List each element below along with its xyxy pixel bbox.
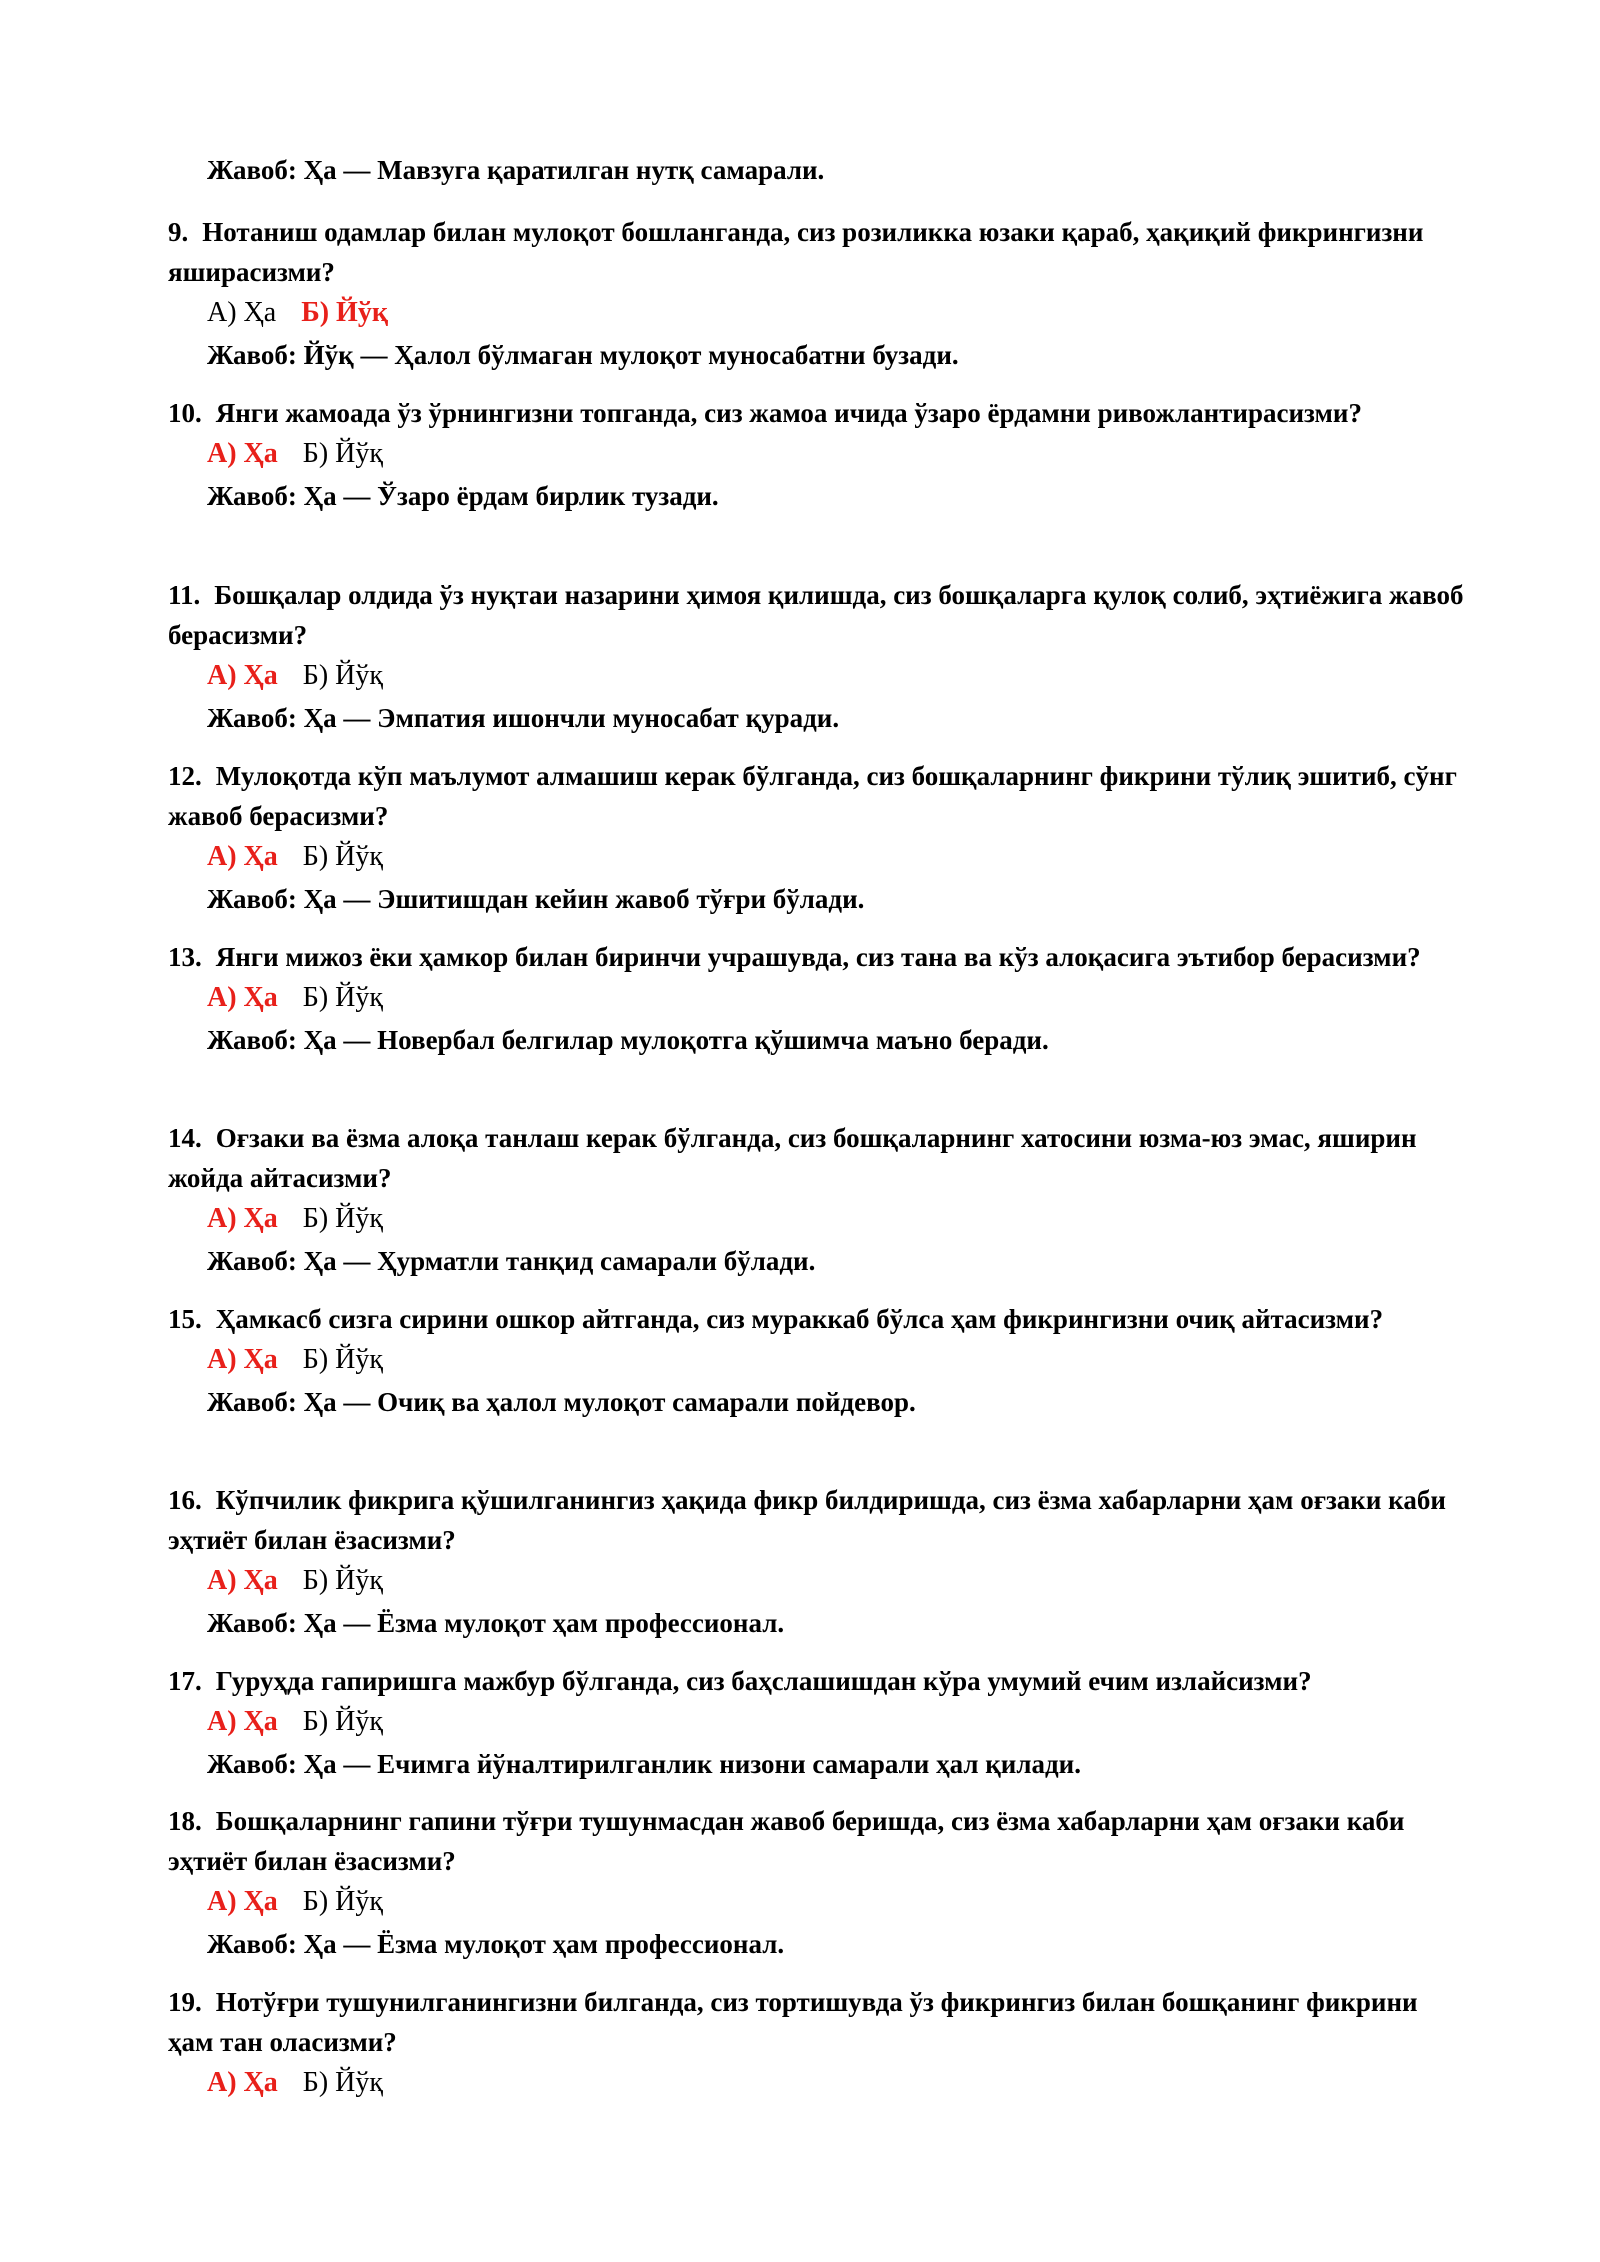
question-number: 15. [168,1304,202,1334]
option-b[interactable]: Б) Йўқ [302,841,383,872]
question-block [168,1982,1468,2104]
option-b[interactable]: Б) Йўқ [302,1886,383,1917]
question-text [168,1801,1468,1881]
question-block [168,212,1468,376]
options-row [207,977,1468,1019]
question-block [168,1661,1468,1785]
option-a[interactable]: А) Ҳа [207,982,278,1013]
answer-text: Жавоб: Ҳа — Эмпатия ишончли муносабат қуради. [207,703,840,733]
answer-text: Жавоб: Ҳа — Ҳурматли танқид самарали бўлади. [207,1246,816,1276]
question-number: 10. [168,398,202,428]
answer-text: Жавоб: Ҳа — Очиқ ва ҳалол мулоқот самарали пойдевор. [207,1387,916,1417]
question-body: Бошқаларнинг гапини тўғри тушунмасдан жавоб беришда, сиз ёзма хабарларни ҳам оғзаки каби эҳтиёт билан ёзасизми? [168,1806,1405,1876]
option-a[interactable]: А) Ҳа [207,438,278,469]
question-number: 16. [168,1485,202,1515]
question-body: Янги мижоз ёки ҳамкор билан биринчи учрашувда, сиз тана ва кўз алоқасига эътибор берасизми? [215,942,1421,972]
answer-text: Жавоб: Йўқ — Ҳалол бўлмаган мулоқот муносабатни бузади. [207,340,959,370]
question-text [168,393,1468,433]
option-b[interactable]: Б) Йўқ [302,2067,383,2098]
options-row [207,433,1468,475]
question-text [168,756,1468,836]
option-b[interactable]: Б) Йўқ [302,660,383,691]
options-row [207,1881,1468,1923]
question-block [168,937,1468,1061]
option-b[interactable]: Б) Йўқ [302,1203,383,1234]
question-block [168,575,1468,739]
question-number: 17. [168,1666,202,1696]
question-block [168,1118,1468,1282]
option-b[interactable]: Б) Йўқ [302,982,383,1013]
option-a[interactable]: А) Ҳа [207,1706,278,1737]
options-row [207,655,1468,697]
question-number: 18. [168,1806,202,1836]
question-text [168,1480,1468,1560]
question-block [168,756,1468,920]
answer-text: Жавоб: Ҳа — Ечимга йўналтирилганлик низони самарали ҳал қилади. [207,1749,1081,1779]
answer-text: Жавоб: Ҳа — Ўзаро ёрдам бирлик тузади. [207,481,719,511]
question-number: 19. [168,1987,202,2017]
options-row [207,1701,1468,1743]
question-body: Янги жамоада ўз ўрнингизни топганда, сиз жамоа ичида ўзаро ёрдамни ривожлантирасизми? [215,398,1362,428]
option-b[interactable]: Б) Йўқ [302,438,383,469]
question-body: Бошқалар олдида ўз нуқтаи назарини ҳимоя қилишда, сиз бошқаларга қулоқ солиб, эҳтиёжига жавоб берасизми? [168,580,1464,650]
options-row [207,836,1468,878]
question-text [168,575,1468,655]
question-number: 9. [168,217,189,247]
options-row [207,2062,1468,2104]
option-a[interactable]: А) Ҳа [207,1565,278,1596]
options-row [207,292,1468,334]
question-number: 14. [168,1123,202,1153]
options-row [207,1560,1468,1602]
option-a[interactable]: А) Ҳа [207,1344,278,1375]
question-block [168,1801,1468,1965]
question-body: Мулоқотда кўп маълумот алмашиш керак бўлганда, сиз бошқаларнинг фикрини тўлиқ эшитиб, сўнг жавоб берасизми? [168,761,1457,831]
answer-text: Жавоб: Ҳа — Новербал белгилар мулоқотга қўшимча маъно беради. [207,1025,1049,1055]
answer-text: Жавоб: Ҳа — Ёзма мулоқот ҳам профессионал. [207,1608,785,1638]
question-body: Гуруҳда гапиришга мажбур бўлганда, сиз баҳслашишдан кўра умумий ечим излайсизми? [215,1666,1312,1696]
options-row [207,1198,1468,1240]
question-block [168,393,1468,517]
question-text [168,1661,1468,1701]
question-body: Кўпчилик фикрига қўшилганингиз ҳақида фикр билдиришда, сиз ёзма хабарларни ҳам оғзаки каби эҳтиёт билан ёзасизми? [168,1485,1446,1555]
option-b[interactable]: Б) Йўқ [301,297,388,328]
option-a[interactable]: А) Ҳа [207,2067,278,2098]
option-a[interactable]: А) Ҳа [207,297,277,328]
question-text [168,937,1468,977]
question-number: 11. [168,580,201,610]
question-body: Оғзаки ва ёзма алоқа танлаш керак бўлганда, сиз бошқаларнинг хатосини юзма-юз эмас, яширин жойда айтасизми? [168,1123,1417,1193]
option-a[interactable]: А) Ҳа [207,660,278,691]
options-row [207,1339,1468,1381]
answer-text: Жавоб: Ҳа — Мавзуга қаратилган нутқ самарали. [207,155,825,185]
answer-text: Жавоб: Ҳа — Ёзма мулоқот ҳам профессионал. [207,1929,785,1959]
question-body: Нотаниш одамлар билан мулоқот бошланганда, сиз розиликка юзаки қараб, ҳақиқий фикрингизни яширасизми? [168,217,1424,287]
answer-text: Жавоб: Ҳа — Эшитишдан кейин жавоб тўғри бўлади. [207,884,865,914]
option-b[interactable]: Б) Йўқ [302,1344,383,1375]
question-block [168,1299,1468,1423]
question-body: Ҳамкасб сизга сирини ошкор айтганда, сиз мураккаб бўлса ҳам фикрингизни очиқ айтасизми? [215,1304,1384,1334]
question-block [168,1480,1468,1644]
question-text [168,212,1468,292]
question-body: Нотўғри тушунилганингизни билганда, сиз тортишувда ўз фикрингиз билан бошқанинг фикрини ҳам тан оласизми? [168,1987,1418,2057]
question-number: 12. [168,761,202,791]
option-b[interactable]: Б) Йўқ [302,1706,383,1737]
question-number: 13. [168,942,202,972]
option-a[interactable]: А) Ҳа [207,1886,278,1917]
option-a[interactable]: А) Ҳа [207,841,278,872]
question-text [168,1982,1468,2062]
question-text [168,1299,1468,1339]
option-a[interactable]: А) Ҳа [207,1203,278,1234]
option-b[interactable]: Б) Йўқ [302,1565,383,1596]
question-text [168,1118,1468,1198]
